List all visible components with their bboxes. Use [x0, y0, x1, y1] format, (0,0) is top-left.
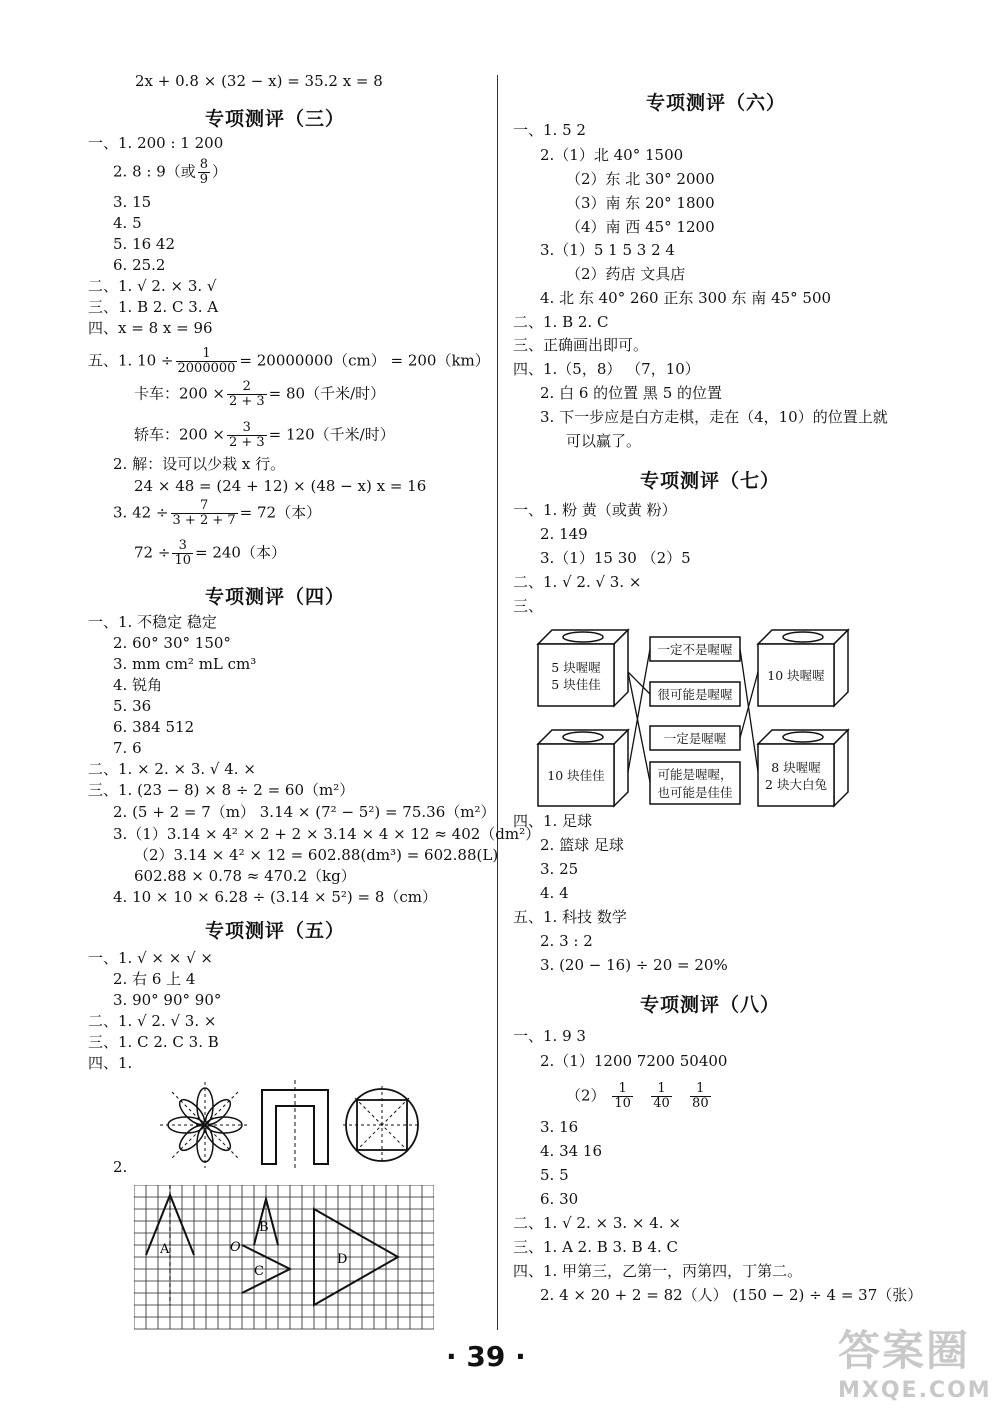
answer-line: （2） $\frac{1}{10}$ $\frac{1}{40}$ $\frac{1}{80}$ [566, 1081, 709, 1111]
answer-line: 四、x = 8 x = 96 [88, 319, 213, 337]
watermark [838, 1318, 992, 1418]
answer-line: 2.（1）1200 7200 50400 [540, 1052, 728, 1070]
answer-line: 2. (5 + 2 = 7（m） 3.14 × (7² − 5²) = 75.36（m²） [113, 803, 496, 821]
answer-line: 卡车：200 × $\frac{2}{2 + 3}$ = 80（千米/时） [134, 379, 386, 409]
answer-line: 2. 4 × 20 + 2 = 82（人） (150 − 2) ÷ 4 = 37（张） [540, 1286, 923, 1304]
answer-line: 6. 384 512 [113, 718, 195, 736]
fraction: $\frac{1}{40}$ [653, 1081, 670, 1111]
label-d: D [337, 1252, 348, 1267]
label-o: O [230, 1240, 241, 1255]
top-equation: 2x + 0.8 × (32 − x) = 35.2 x = 8 [135, 72, 383, 90]
answer-line: 三、 [513, 597, 544, 615]
answer-line: 三、1. (23 − 8) × 8 ÷ 2 = 60（m²） [88, 781, 355, 799]
answer-line: 3. 16 [540, 1118, 579, 1136]
answer-line: 3. 90° 90° 90° [113, 991, 222, 1009]
answer-line: 可以赢了。 [566, 432, 642, 450]
box2-text: 10 块喔喔 [767, 668, 825, 683]
answer-line: 一、1. 5 2 [513, 121, 586, 139]
answer-line: 3. 15 [113, 193, 152, 211]
answer-line: 4. 34 16 [540, 1142, 603, 1160]
answer-line: 二、1. √ 2. √ 3. × [88, 1012, 217, 1030]
answer-line: 4. 锐角 [113, 676, 163, 694]
match-line [628, 672, 650, 782]
answer-line: 3.（1）15 30 （2）5 [540, 549, 691, 567]
answer-line: 一、1. 9 3 [513, 1027, 586, 1045]
fraction: $\frac{1}{2000000}$ [177, 346, 236, 376]
box3-text: 10 块佳佳 [547, 768, 605, 783]
answer-line: 6. 30 [540, 1190, 579, 1208]
answer-line: 3. mm cm² mL cm³ [113, 655, 257, 673]
answer-line: 一、1. 200 : 1 200 [88, 134, 224, 152]
answer-line: 五、1. 科技 数学 [513, 908, 627, 926]
answer-line: （2）东 北 30° 2000 [566, 170, 715, 188]
watermark-url: MXQE.COM [838, 1378, 992, 1403]
page-number: · 39 · [446, 1340, 526, 1373]
box1-line1: 5 块喔喔 [551, 660, 601, 675]
mid-box2: 很可能是喔喔 [657, 687, 733, 702]
answer-line: （4）南 西 45° 1200 [566, 218, 715, 236]
answer-line: 四、1. 甲第三，乙第一，丙第四，丁第二。 [513, 1262, 803, 1280]
answer-line: 二、1. √ 2. √ 3. × [513, 573, 642, 591]
answer-line: 2. 篮球 足球 [540, 836, 624, 854]
answer-line: 2. 8 : 9（或 $\frac{8}{9}$ ） [113, 157, 228, 187]
box1-line2: 5 块佳佳 [551, 677, 601, 692]
section-title-6: 专项测评（六） [646, 92, 787, 114]
box4-line1: 8 块喔喔 [771, 760, 821, 775]
answer-line: 3.（1）3.14 × 4² × 2 + 2 × 3.14 × 4 × 12 ≈ 402（dm²） [113, 825, 541, 843]
answer-line: 3. (20 − 16) ÷ 20 = 20% [540, 956, 728, 974]
answer-line: 二、1. × 2. × 3. √ 4. × [88, 760, 256, 778]
answer-line: 二、1. √ 2. × 3. × 4. × [513, 1214, 681, 1232]
fraction: $\frac{3}{2 + 3}$ [228, 420, 265, 450]
match-line [740, 672, 758, 738]
answer-line: 4. 北 东 40° 260 正东 300 东 南 45° 500 [540, 289, 832, 307]
match-line [740, 649, 758, 772]
section-title-7: 专项测评（七） [640, 470, 781, 492]
answer-line: 3.（1）5 1 5 3 2 4 [540, 241, 675, 259]
answer-line: 4. 4 [540, 884, 569, 902]
label-a: A [160, 1242, 170, 1257]
box4-line2: 2 块大白兔 [765, 777, 827, 792]
answer-line: 7. 6 [113, 739, 142, 757]
watermark-logo: 答案圈 [838, 1326, 971, 1375]
fraction: $\frac{1}{10}$ [614, 1081, 631, 1111]
answer-line: 4. 5 [113, 214, 142, 232]
answer-line: 五、1. 10 ÷ $\frac{1}{2000000}$ = 20000000（cm） = 200（km） [88, 346, 490, 376]
answer-line: 四、1.（5，8） （7，10） [513, 360, 700, 378]
answer-line: 一、1. 粉 黄（或黄 粉） [513, 501, 677, 519]
label-c: C [254, 1264, 264, 1279]
section-title-8: 专项测评（八） [640, 994, 781, 1016]
answer-line: 三、1. A 2. B 3. B 4. C [513, 1238, 678, 1256]
answer-line: （2）药店 文具店 [566, 265, 686, 283]
answer-line: 602.88 × 0.78 ≈ 470.2（kg） [134, 867, 356, 885]
fraction: $\frac{7}{3 + 2 + 7}$ [172, 498, 236, 528]
answer-line: 24 × 48 = (24 + 12) × (48 − x) x = 16 [134, 477, 427, 495]
answer-line: 2. [113, 1158, 128, 1176]
answer-line: 5. 5 [540, 1166, 569, 1184]
fraction: $\frac{3}{10}$ [174, 538, 191, 568]
symmetry-figures [150, 1080, 430, 1170]
answer-line: 5. 36 [113, 697, 152, 715]
grid-figure [134, 1185, 434, 1333]
answer-line: （3）南 东 20° 1800 [566, 194, 715, 212]
circle-square-figure [343, 1086, 421, 1164]
n-shape-figure [262, 1080, 328, 1170]
answer-line: 6. 25.2 [113, 256, 166, 274]
answer-line: 四、1. [88, 1054, 133, 1072]
mid-box1: 一定不是喔喔 [657, 642, 733, 657]
answer-line: 三、1. C 2. C 3. B [88, 1033, 219, 1051]
match-line [628, 649, 650, 772]
answer-line: 一、1. √ × × √ × [88, 949, 213, 967]
fraction: $\frac{8}{9}$ [199, 157, 209, 187]
fraction: $\frac{2}{2 + 3}$ [228, 379, 265, 409]
flower-figure [160, 1082, 250, 1168]
column-divider [497, 75, 498, 1330]
label-b: B [259, 1220, 269, 1235]
matching-diagram [530, 622, 870, 812]
answer-line: 2.（1）北 40° 1500 [540, 146, 684, 164]
fraction: $\frac{1}{80}$ [692, 1081, 709, 1111]
mid-box3: 一定是喔喔 [663, 731, 727, 746]
mid-box4-line2: 也可能是佳佳 [657, 785, 733, 800]
answer-line: 2. 解：设可以少栽 x 行。 [113, 455, 286, 473]
answer-line: 二、1. √ 2. × 3. √ [88, 277, 217, 295]
answer-line: 3. 42 ÷ $\frac{7}{3 + 2 + 7}$ = 72（本） [113, 498, 322, 528]
answer-line: 二、1. B 2. C [513, 313, 609, 331]
answer-line: 2. 3 : 2 [540, 932, 593, 950]
answer-line: 3. 下一步应是白方走棋，走在（4，10）的位置上就 [540, 408, 888, 426]
answer-line: 72 ÷ $\frac{3}{10}$ = 240（本） [134, 538, 286, 568]
section-title-3: 专项测评（三） [205, 108, 346, 130]
answer-line: 2. 60° 30° 150° [113, 634, 231, 652]
answer-line: 轿车：200 × $\frac{3}{2 + 3}$ = 120（千米/时） [134, 420, 395, 450]
answer-line: 三、正确画出即可。 [513, 336, 649, 354]
answer-line: 一、1. 不稳定 稳定 [88, 613, 217, 631]
answer-line: 5. 16 42 [113, 235, 176, 253]
answer-line: 3. 25 [540, 860, 579, 878]
mid-box4-line1: 可能是喔喔， [657, 767, 733, 782]
section-title-5: 专项测评（五） [205, 920, 346, 942]
answer-line: 2. 白 6 的位置 黑 5 的位置 [540, 384, 723, 402]
answer-line: 2. 右 6 上 4 [113, 970, 196, 988]
answer-line: 2. 149 [540, 525, 588, 543]
answer-line: 三、1. B 2. C 3. A [88, 298, 219, 316]
section-title-4: 专项测评（四） [205, 586, 346, 608]
answer-line: 四、1. 足球 [513, 812, 593, 830]
answer-line: 4. 10 × 10 × 6.28 ÷ (3.14 × 5²) = 8（cm） [113, 888, 438, 906]
answer-line: （2）3.14 × 4² × 12 = 602.88(dm³) = 602.88(L) [134, 846, 499, 864]
